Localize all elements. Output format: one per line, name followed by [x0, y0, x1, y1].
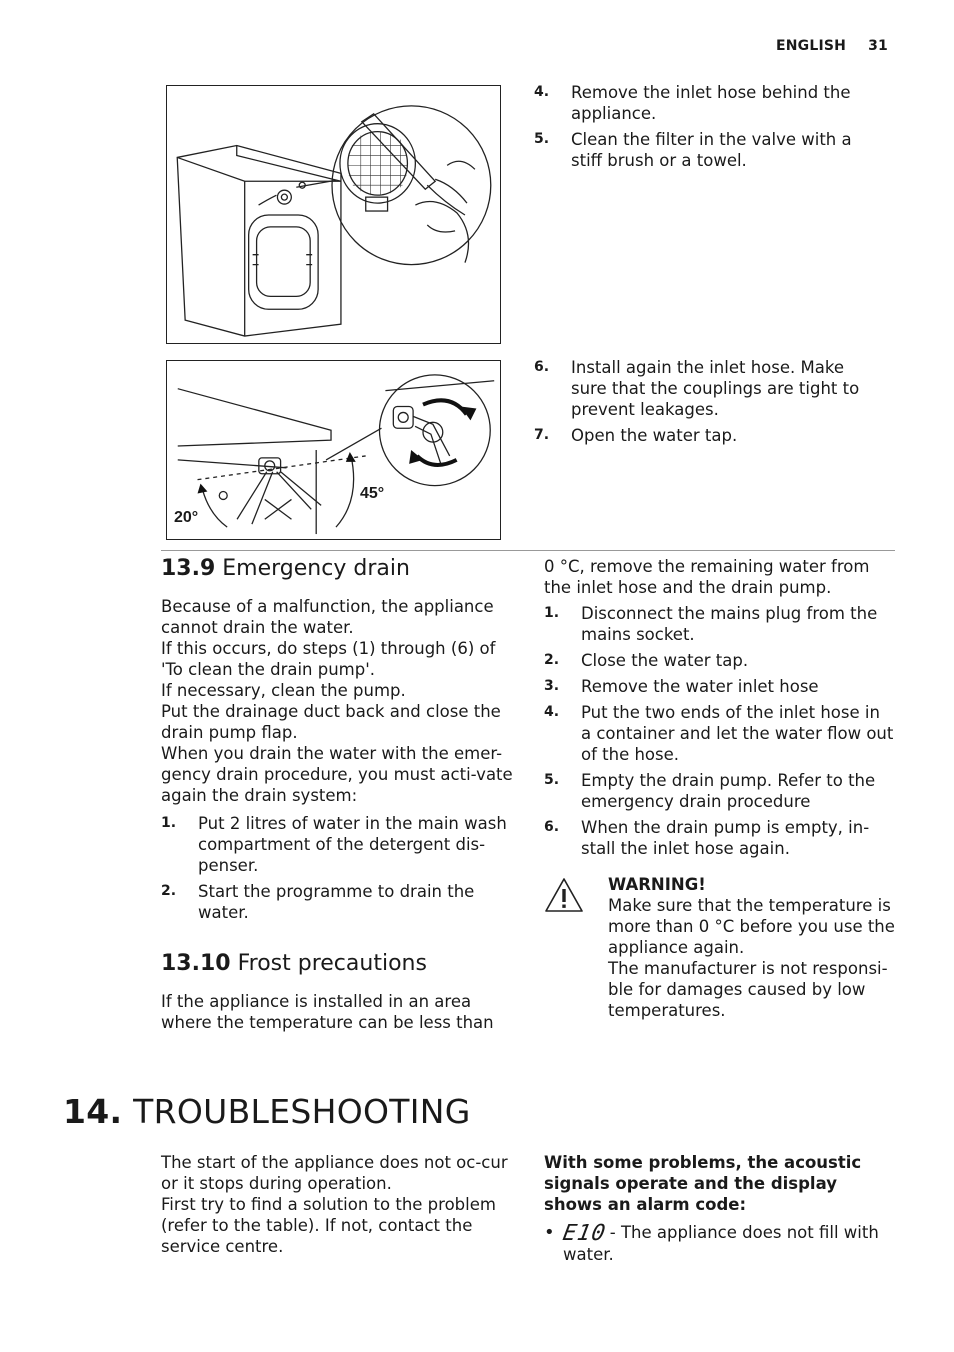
paragraph: When you drain the water with the emer-gency drain procedure, you must acti-vate again the drain system: — [161, 744, 513, 805]
warning-text: The manufacturer is not responsi-ble for damages caused by low temperatures. — [608, 959, 888, 1020]
warning-text: Make sure that the temperature is more than 0 °C before you use the appliance again. — [608, 896, 895, 957]
frost-steps — [544, 603, 894, 864]
step-text: Install again the inlet hose. Make sure that the couplings are tight to prevent leakages. — [571, 358, 860, 419]
step-number: 4. — [544, 704, 560, 720]
step-number: 3. — [544, 678, 560, 694]
step-number: 4. — [534, 84, 550, 100]
step-number: 6. — [534, 359, 550, 375]
paragraph: 0 °C, remove the remaining water from the inlet hose and the drain pump. — [544, 557, 870, 597]
heading-emergency-drain — [161, 555, 410, 583]
step-text: Empty the drain pump. Refer to the emergency drain procedure — [581, 771, 876, 811]
list-item — [544, 603, 894, 645]
step-number: 2. — [544, 652, 560, 668]
emergency-drain-text — [161, 596, 516, 806]
step-text: Remove the water inlet hose — [581, 677, 819, 696]
step-text: Put the two ends of the inlet hose in a container and let the water flow out of the hose. — [581, 703, 894, 764]
steps-install-open — [534, 357, 884, 451]
list-item — [544, 1222, 904, 1265]
step-text: Start the programme to drain the water. — [198, 882, 475, 922]
heading-title: Emergency drain — [222, 556, 410, 581]
heading-number: 13.10 — [161, 951, 231, 976]
step-text: Remove the inlet hose behind the appliance. — [571, 83, 851, 123]
list-item — [534, 82, 884, 124]
alarm-code: E10 — [560, 1221, 608, 1246]
list-item — [161, 881, 516, 923]
heading-number: 13.9 — [161, 556, 216, 581]
step-number: 1. — [544, 605, 560, 621]
list-item — [161, 813, 516, 876]
paragraph: With some problems, the acoustic signals operate and the display shows an alarm code: — [544, 1153, 862, 1214]
step-number: 7. — [534, 427, 550, 443]
frost-intro — [161, 991, 511, 1033]
paragraph: If the appliance is installed in an area where the temperature can be less than — [161, 992, 494, 1032]
step-text: Put 2 litres of water in the main wash compartment of the detergent dis-penser. — [198, 814, 507, 875]
list-item — [544, 702, 894, 765]
angle-label-right: 45° — [360, 485, 385, 502]
list-item — [534, 129, 884, 171]
step-number: 6. — [544, 819, 560, 835]
alarm-list — [544, 1222, 904, 1265]
hose-coupling-illustration — [167, 361, 500, 539]
step-number: 2. — [161, 883, 177, 899]
step-text: Open the water tap. — [571, 426, 738, 445]
paragraph: Because of a malfunction, the appliance cannot drain the water. — [161, 597, 494, 637]
page-number: 31 — [868, 38, 888, 54]
step-text: Disconnect the mains plug from the mains socket. — [581, 604, 878, 644]
step-number: 5. — [544, 772, 560, 788]
warning-box — [608, 874, 900, 1021]
list-item — [534, 357, 884, 420]
step-number: 1. — [161, 815, 177, 831]
list-item — [544, 770, 894, 812]
page-header — [776, 38, 888, 54]
paragraph: If necessary, clean the pump. — [161, 681, 406, 700]
alarm-description: - The appliance does not fill with water. — [563, 1223, 879, 1264]
step-number: 5. — [534, 131, 550, 147]
angle-label-left: 20° — [174, 509, 199, 526]
paragraph: If this occurs, do steps (1) through (6) of 'To clean the drain pump'. — [161, 639, 496, 679]
heading-number: 14. — [63, 1092, 123, 1131]
paragraph: Put the drainage duct back and close the drain pump flap. — [161, 702, 501, 742]
heading-title: TROUBLESHOOTING — [133, 1092, 471, 1131]
bullet-icon: • — [544, 1222, 555, 1243]
header-language: ENGLISH — [776, 38, 847, 54]
steps-remove-clean — [534, 82, 884, 176]
alarm-intro — [544, 1152, 894, 1215]
list-item — [544, 676, 894, 697]
warning-title: WARNING! — [608, 875, 706, 894]
section-divider — [161, 550, 895, 551]
list-item — [544, 650, 894, 671]
emergency-drain-steps — [161, 813, 516, 928]
figure-filter-cleaning — [166, 85, 501, 344]
figure-hose-coupling — [166, 360, 501, 540]
step-text: Close the water tap. — [581, 651, 749, 670]
list-item — [534, 425, 884, 446]
washing-machine-filter-illustration — [167, 86, 500, 343]
step-text: When the drain pump is empty, in-stall the inlet hose again. — [581, 818, 870, 858]
paragraph: The start of the appliance does not oc-cur or it stops during operation. — [161, 1153, 508, 1193]
heading-title: Frost precautions — [237, 951, 427, 976]
step-text: Clean the filter in the valve with a stiff brush or a towel. — [571, 130, 852, 170]
list-item — [544, 817, 894, 859]
heading-frost-precautions — [161, 950, 427, 978]
paragraph: First try to find a solution to the problem (refer to the table). If not, contact the service centre. — [161, 1195, 496, 1256]
warning-icon — [544, 877, 584, 913]
troubleshooting-intro — [161, 1152, 511, 1257]
heading-troubleshooting — [63, 1092, 471, 1132]
frost-continued — [544, 556, 894, 598]
